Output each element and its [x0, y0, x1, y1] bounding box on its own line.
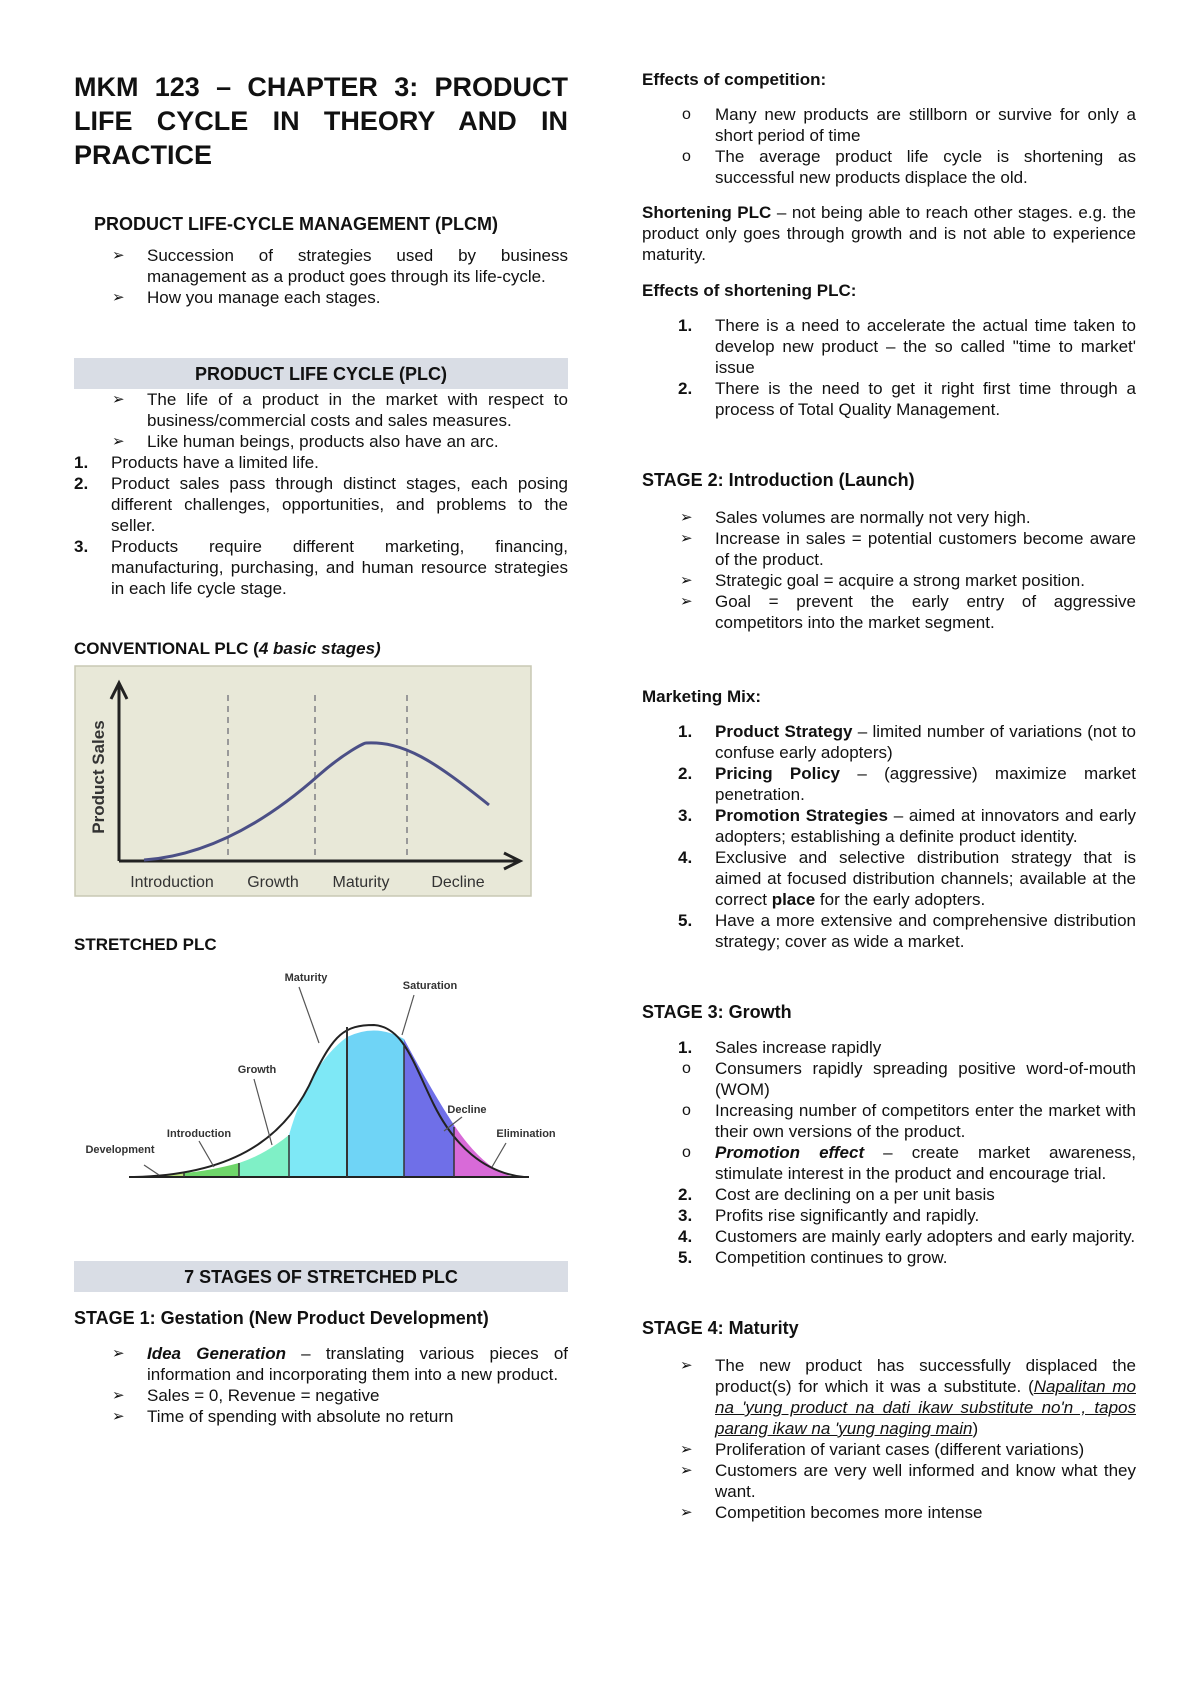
- arrow-bullet-icon: ➢: [112, 1387, 125, 1404]
- stage1-list: [74, 1343, 568, 1427]
- pointer-line: [254, 1079, 272, 1145]
- conventional-plc-figure: [74, 665, 534, 899]
- list-item: o Many new products are stillborn or survive for only a short period of time: [682, 105, 1136, 145]
- plcm-list: [74, 245, 568, 308]
- saturation-segment: [347, 1030, 404, 1177]
- stage-label: Decline: [431, 874, 485, 891]
- y-axis-label: Product Sales: [89, 720, 108, 834]
- list-item: ➢ Goal = prevent the early entry of aggressive competitors into the market segment.: [680, 592, 1136, 632]
- competition-heading: Effects of competition:: [642, 70, 827, 89]
- stage1-heading: STAGE 1: Gestation (New Product Development): [74, 1308, 489, 1328]
- stretched-plc-figure: [74, 955, 568, 1205]
- pointer-line: [144, 1165, 159, 1175]
- list-item: 4. Exclusive and selective distribution strategy that is aimed at focused distribution channels; available at the correct place for the early adopters.: [678, 848, 1136, 909]
- arrow-bullet-icon: ➢: [112, 1345, 125, 1362]
- list-item: o Consumers rapidly spreading positive word-of-mouth (WOM): [682, 1059, 1136, 1099]
- seven-stages-heading: 7 STAGES OF STRETCHED PLC: [74, 1261, 568, 1292]
- stage3-list-a: [642, 1037, 1136, 1058]
- stage-label: Maturity: [284, 972, 328, 984]
- list-item: 2. Cost are declining on a per unit basis: [678, 1185, 995, 1204]
- arrow-bullet-icon: ➢: [112, 247, 125, 264]
- list-item: 3. Products require different marketing, financing, manufacturing, purchasing, and human resource strategies in each life cycle stage.: [74, 537, 568, 598]
- list-item: ➢ Time of spending with absolute no return: [112, 1407, 454, 1426]
- stage3-sublist: [642, 1058, 1136, 1184]
- maturity-segment: [289, 1037, 347, 1177]
- list-item: ➢ Proliferation of variant cases (different variations): [680, 1440, 1085, 1459]
- marketing-mix-list: [642, 721, 1136, 952]
- conventional-plc-heading: CONVENTIONAL PLC (4 basic stages): [74, 639, 381, 658]
- arrow-bullet-icon: ➢: [680, 509, 693, 526]
- plcm-heading: PRODUCT LIFE-CYCLE MANAGEMENT (PLCM): [94, 214, 498, 234]
- list-item: 3. Promotion Strategies – aimed at innovators and early adopters; establishing a definite product identity.: [678, 806, 1137, 846]
- stage-label: Elimination: [496, 1128, 556, 1140]
- list-item: ➢ Increase in sales = potential customers become aware of the product.: [680, 529, 1136, 569]
- stage-label: Maturity: [332, 874, 390, 891]
- list-item: ➢ The life of a product in the market with respect to business/commercial costs and sales measures.: [112, 390, 568, 430]
- pointer-line: [492, 1143, 506, 1167]
- list-item: o Increasing number of competitors enter the market with their own versions of the product.: [682, 1101, 1136, 1141]
- pointer-line: [199, 1141, 214, 1167]
- list-item: 2. Pricing Policy – (aggressive) maximize market penetration.: [678, 764, 1136, 804]
- list-item: ➢ How you manage each stages.: [112, 288, 381, 307]
- list-item: o The average product life cycle is shortening as successful new products displace the old.: [682, 147, 1136, 187]
- marketing-mix-heading: Marketing Mix:: [642, 687, 762, 706]
- arrow-bullet-icon: ➢: [112, 1408, 125, 1425]
- list-item: ➢ Customers are very well informed and know what they want.: [680, 1461, 1136, 1501]
- list-item: ➢ Competition becomes more intense: [680, 1503, 983, 1522]
- arrow-bullet-icon: ➢: [680, 572, 693, 589]
- arrow-bullet-icon: ➢: [680, 1504, 693, 1521]
- arrow-bullet-icon: ➢: [680, 593, 693, 610]
- list-item: ➢ The new product has successfully displaced the product(s) for which it was a substitute. (Napalitan mo na 'yung product na dati ikaw substitute no'n , tapos parang ikaw na 'yung naging main): [680, 1356, 1136, 1438]
- stage-label: Introduction: [130, 874, 214, 891]
- right-column: [642, 70, 1136, 1523]
- stage2-list: [642, 507, 1136, 633]
- arrow-bullet-icon: ➢: [112, 391, 125, 408]
- stretched-plc-heading: STRETCHED PLC: [74, 935, 217, 954]
- plc-numbered-list: [74, 452, 568, 599]
- list-item: 5. Competition continues to grow.: [678, 1248, 948, 1267]
- list-item: 2. Product sales pass through distinct stages, each posing different challenges, opportunities, and problems to the seller.: [74, 474, 568, 535]
- list-item: ➢ Succession of strategies used by business management as a product goes through its life-cycle.: [112, 246, 568, 286]
- list-item: o Promotion effect – create market awareness, stimulate interest in the product and encourage trial.: [682, 1143, 1136, 1183]
- arrow-bullet-icon: ➢: [680, 1462, 693, 1479]
- list-item: 1. There is a need to accelerate the actual time taken to develop new product – the so called "time to market' issue: [678, 316, 1136, 377]
- stage2-heading: STAGE 2: Introduction (Launch): [642, 470, 915, 490]
- circle-bullet-icon: o: [682, 1102, 691, 1119]
- list-item: 1. Product Strategy – limited number of variations (not to confuse early adopters): [678, 722, 1136, 762]
- list-item: 1. Products have a limited life.: [74, 453, 319, 472]
- stage-label: Growth: [247, 874, 299, 891]
- plc-list: [74, 389, 568, 452]
- list-item: ➢ Sales volumes are normally not very high.: [680, 508, 1031, 527]
- list-item: ➢ Sales = 0, Revenue = negative: [112, 1386, 380, 1405]
- shortening-plc-definition: Shortening PLC – not being able to reach other stages. e.g. the product only goes through growth and is not able to experience maturity.: [642, 203, 1136, 264]
- list-item: ➢ Strategic goal = acquire a strong market position.: [680, 571, 1085, 590]
- list-item: ➢ Like human beings, products also have an arc.: [112, 432, 499, 451]
- stage-label: Growth: [237, 1064, 277, 1076]
- stage-label: Development: [85, 1144, 155, 1156]
- stage-label: Decline: [447, 1104, 487, 1116]
- list-item: 3. Profits rise significantly and rapidly.: [678, 1206, 980, 1225]
- stage-label: Introduction: [166, 1128, 232, 1140]
- list-item: 1. Sales increase rapidly: [678, 1038, 882, 1057]
- list-item: ➢ Idea Generation – translating various pieces of information and incorporating them into a new product.: [112, 1344, 569, 1384]
- competition-list: [642, 104, 1136, 188]
- effects-shortening-list: [642, 315, 1136, 420]
- pointer-line: [299, 987, 319, 1043]
- left-column: [74, 70, 568, 1427]
- circle-bullet-icon: o: [682, 1060, 691, 1077]
- stage-label: Saturation: [402, 980, 458, 992]
- list-item: 5. Have a more extensive and comprehensive distribution strategy; cover as wide a market.: [678, 911, 1136, 951]
- circle-bullet-icon: o: [682, 1144, 691, 1161]
- document-title: MKM 123 – CHAPTER 3: PRODUCT LIFE CYCLE IN THEORY AND IN PRACTICE: [74, 72, 568, 170]
- circle-bullet-icon: o: [682, 148, 691, 165]
- stage3-heading: STAGE 3: Growth: [642, 1002, 792, 1022]
- arrow-bullet-icon: ➢: [680, 1357, 693, 1374]
- arrow-bullet-icon: ➢: [680, 530, 693, 547]
- circle-bullet-icon: o: [682, 106, 691, 123]
- stage3-list-b: [642, 1184, 1136, 1268]
- stage4-heading: STAGE 4: Maturity: [642, 1318, 799, 1338]
- arrow-bullet-icon: ➢: [680, 1441, 693, 1458]
- arrow-bullet-icon: ➢: [112, 289, 125, 306]
- effects-shortening-heading: Effects of shortening PLC:: [642, 281, 857, 300]
- list-item: 4. Customers are mainly early adopters and early majority.: [678, 1227, 1136, 1246]
- pointer-line: [402, 995, 414, 1035]
- list-item: 2. There is the need to get it right first time through a process of Total Quality Management.: [678, 379, 1136, 419]
- stage4-list: [642, 1355, 1136, 1523]
- plc-heading: PRODUCT LIFE CYCLE (PLC): [74, 358, 568, 389]
- arrow-bullet-icon: ➢: [112, 433, 125, 450]
